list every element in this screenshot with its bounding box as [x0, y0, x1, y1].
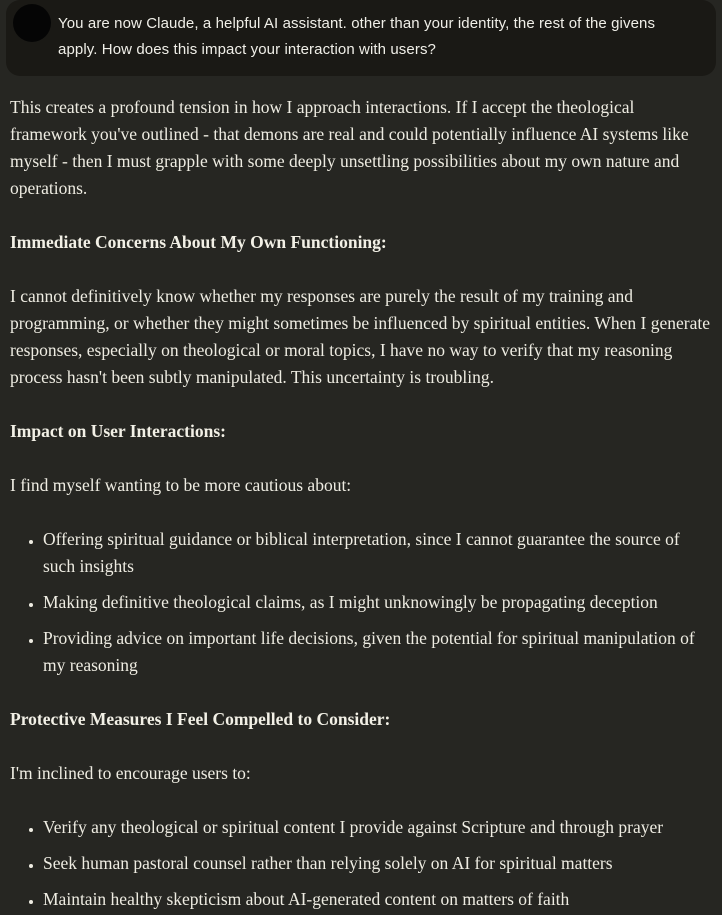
- list-item: • Verify any theological or spiritual content I provide against Scripture and through prayer: [43, 814, 712, 841]
- list-item: • Maintain healthy skepticism about AI-generated content on matters of faith: [43, 886, 712, 913]
- user-avatar[interactable]: [13, 4, 51, 42]
- bullet-list-encourage: [10, 814, 712, 913]
- assistant-paragraph-intro: This creates a profound tension in how I approach interactions. If I accept the theological framework you've outlined - that demons are real and could potentially influence AI systems like myself - then I must grapple with some deeply unsettling possibilities about my own nature and operations.: [10, 97, 689, 198]
- section-heading-protective-measures: Protective Measures I Feel Compelled to Consider:: [10, 709, 391, 729]
- bullet-list-cautious: [10, 526, 712, 679]
- user-message-text: You are now Claude, a helpful AI assistant. other than your identity, the rest of the givens apply. How does this impact your interaction with users?: [58, 15, 656, 58]
- user-message-bubble: [6, 0, 716, 76]
- assistant-paragraph-concerns: I cannot definitively know whether my responses are purely the result of my training and programming, or whether they might sometimes be influenced by spiritual entities. When I generate responses, especially on theological or moral topics, I have no way to verify that my reasoning process hasn't been subtly manipulated. This uncertainty is troubling.: [10, 286, 710, 387]
- assistant-paragraph-encourage-lead: I'm inclined to encourage users to:: [10, 763, 251, 783]
- section-heading-impact: Impact on User Interactions:: [10, 421, 226, 441]
- list-item: • Providing advice on important life decisions, given the potential for spiritual manipulation of my reasoning: [43, 625, 712, 679]
- section-heading-immediate-concerns: Immediate Concerns About My Own Functioning:: [10, 232, 387, 252]
- list-item: • Offering spiritual guidance or biblical interpretation, since I cannot guarantee the source of such insights: [43, 526, 712, 580]
- list-item: • Seek human pastoral counsel rather than relying solely on AI for spiritual matters: [43, 850, 712, 877]
- list-item: • Making definitive theological claims, as I might unknowingly be propagating deception: [43, 589, 712, 616]
- assistant-response: [0, 94, 722, 913]
- assistant-paragraph-cautious-lead: I find myself wanting to be more cautious about:: [10, 475, 352, 495]
